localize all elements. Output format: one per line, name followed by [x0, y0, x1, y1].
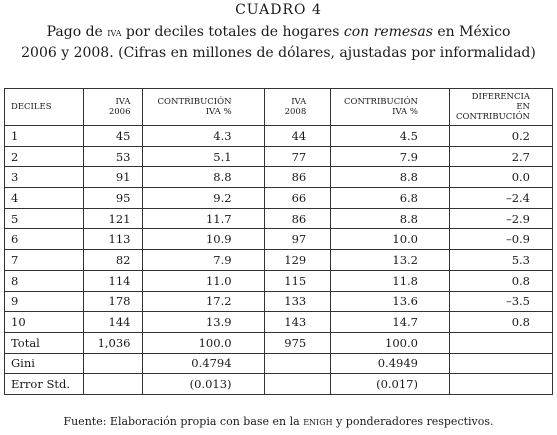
- table-cell: [83, 353, 142, 374]
- data-table: [4, 88, 553, 395]
- table-cell: 13.6: [331, 291, 450, 312]
- table-header-row: [5, 89, 553, 126]
- column-header: [83, 89, 142, 126]
- column-header-line: 2006: [108, 107, 131, 117]
- table-row: [5, 312, 553, 333]
- table-cell: 10.0: [331, 229, 450, 250]
- table-cell: 975: [264, 332, 331, 353]
- table-cell: 95: [83, 188, 142, 209]
- table-cell: 6.8: [331, 188, 450, 209]
- column-header: [142, 89, 264, 126]
- table-cell: 17.2: [142, 291, 264, 312]
- table-row: [5, 332, 553, 353]
- table-cell: 114: [83, 270, 142, 291]
- table-cell: 14.7: [331, 312, 450, 333]
- column-header-line: DIFERENCIA EN: [471, 92, 530, 112]
- table-cell: 53: [83, 146, 142, 167]
- table-row: [5, 250, 553, 271]
- table-cell: –2.9: [449, 208, 552, 229]
- table-cell: [449, 353, 552, 374]
- table-cell: Error Std.: [5, 374, 84, 395]
- table-cell: 113: [83, 229, 142, 250]
- table-cell: 45: [83, 126, 142, 147]
- title-text-a: Pago de: [46, 24, 108, 40]
- source-text-b: y ponderadores respectivos.: [332, 415, 494, 428]
- column-header-line: IVA %: [205, 107, 232, 117]
- table-cell: 11.0: [142, 270, 264, 291]
- title-text-italic: con remesas: [343, 24, 433, 40]
- table-cell: 9.2: [142, 188, 264, 209]
- table-cell: (0.013): [142, 374, 264, 395]
- table-row: [5, 126, 553, 147]
- table-row: [5, 291, 553, 312]
- column-header: [331, 89, 450, 126]
- table-cell: 7: [5, 250, 84, 271]
- table-cell: 77: [264, 146, 331, 167]
- table-cell: 11.7: [142, 208, 264, 229]
- table-cell: –2.4: [449, 188, 552, 209]
- source-text-a: Fuente: Elaboración propia con base en la: [63, 415, 304, 428]
- table-cell: 97: [264, 229, 331, 250]
- table-cell: [449, 374, 552, 395]
- table-cell: 5: [5, 208, 84, 229]
- table-cell: 2: [5, 146, 84, 167]
- table-cell: 0.2: [449, 126, 552, 147]
- title-iva-abbrev: iva: [107, 25, 122, 39]
- table-cell: [264, 374, 331, 395]
- table-cell: 6: [5, 229, 84, 250]
- column-header-line: CONTRIBUCIÓN: [343, 97, 418, 107]
- table-row: [5, 208, 553, 229]
- table-cell: 1: [5, 126, 84, 147]
- table-body: [5, 126, 553, 395]
- table-cell: 121: [83, 208, 142, 229]
- table-cell: 100.0: [142, 332, 264, 353]
- table-cell: 8: [5, 270, 84, 291]
- table-cell: 4.5: [331, 126, 450, 147]
- table-cell: –3.5: [449, 291, 552, 312]
- table-row: [5, 167, 553, 188]
- source-enigh-abbrev: enigh: [303, 414, 333, 428]
- table-cell: (0.017): [331, 374, 450, 395]
- table-cell: 129: [264, 250, 331, 271]
- table-cell: 178: [83, 291, 142, 312]
- table-cell: 66: [264, 188, 331, 209]
- column-header: [5, 89, 84, 126]
- table-cell: 3: [5, 167, 84, 188]
- title-text-d: en México: [432, 24, 511, 40]
- table-row: [5, 374, 553, 395]
- table-cell: 0.4949: [331, 353, 450, 374]
- table-cell: 0.8: [449, 270, 552, 291]
- column-header-line: DECILES: [11, 102, 52, 112]
- table-cell: 115: [264, 270, 331, 291]
- column-header-line: IVA: [291, 97, 307, 107]
- table-cell: 86: [264, 167, 331, 188]
- table-cell: Gini: [5, 353, 84, 374]
- table-caption-number: CUADRO 4: [235, 2, 322, 18]
- table-row: [5, 270, 553, 291]
- table-title-line-2: 2006 y 2008. (Cifras en millones de dólares, ajustadas por informalidad): [21, 45, 536, 61]
- table-cell: 10: [5, 312, 84, 333]
- table-cell: [449, 332, 552, 353]
- table-cell: 8.8: [142, 167, 264, 188]
- table-cell: 13.2: [331, 250, 450, 271]
- table-cell: 1,036: [83, 332, 142, 353]
- table-cell: 4.3: [142, 126, 264, 147]
- table-cell: –0.9: [449, 229, 552, 250]
- table-cell: 133: [264, 291, 331, 312]
- table-source-note: [0, 414, 557, 428]
- table-cell: 7.9: [331, 146, 450, 167]
- column-header: [449, 89, 552, 126]
- table-title-line-1: [0, 24, 557, 40]
- table-cell: [264, 353, 331, 374]
- table-cell: 44: [264, 126, 331, 147]
- table-cell: 8.8: [331, 208, 450, 229]
- column-header-line: IVA: [115, 97, 131, 107]
- table-cell: 0.4794: [142, 353, 264, 374]
- table-cell: 100.0: [331, 332, 450, 353]
- table-cell: 8.8: [331, 167, 450, 188]
- table-cell: 91: [83, 167, 142, 188]
- table-cell: 10.9: [142, 229, 264, 250]
- column-header: [264, 89, 331, 126]
- table-cell: 13.9: [142, 312, 264, 333]
- table-cell: 0.0: [449, 167, 552, 188]
- table-cell: 86: [264, 208, 331, 229]
- table-cell: 4: [5, 188, 84, 209]
- table-cell: 9: [5, 291, 84, 312]
- table-row: [5, 229, 553, 250]
- table-cell: 5.3: [449, 250, 552, 271]
- table-row: [5, 146, 553, 167]
- table-cell: 2.7: [449, 146, 552, 167]
- table-cell: 0.8: [449, 312, 552, 333]
- table-cell: 5.1: [142, 146, 264, 167]
- table-cell: 143: [264, 312, 331, 333]
- column-header-line: 2008: [284, 107, 307, 117]
- table-cell: 144: [83, 312, 142, 333]
- table-row: [5, 188, 553, 209]
- table-cell: 11.8: [331, 270, 450, 291]
- column-header-line: CONTRIBUCIÓN: [455, 112, 530, 122]
- table-cell: 82: [83, 250, 142, 271]
- column-header-line: CONTRIBUCIÓN: [157, 97, 232, 107]
- title-text-b: por deciles totales de hogares: [121, 24, 344, 40]
- table-cell: [83, 374, 142, 395]
- table-cell: 7.9: [142, 250, 264, 271]
- table-row: [5, 353, 553, 374]
- table-cell: Total: [5, 332, 84, 353]
- column-header-line: IVA %: [392, 107, 418, 117]
